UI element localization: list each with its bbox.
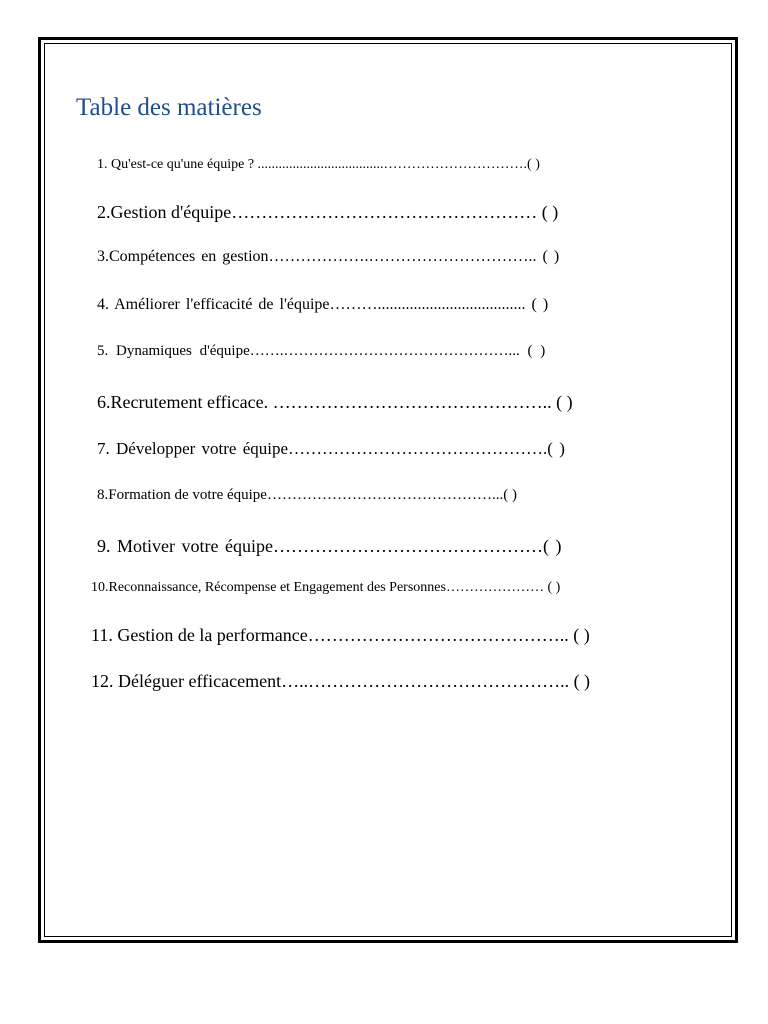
toc-entry-9: 9. Motiver votre équipe………………………………………( ) (97, 536, 562, 556)
toc-entry-6: 6.Recrutement efficace. ……………………………………….. ( ) (97, 392, 573, 412)
toc-entry-8: 8.Formation de votre équipe………………………………………...( ) (97, 487, 517, 503)
toc-entry-10: 10.Reconnaissance, Récompense et Engagement des Personnes………………… ( ) (91, 580, 561, 595)
toc-entry-11: 11. Gestion de la performance…………………………………….. ( ) (91, 625, 590, 645)
toc-entry-2: 2.Gestion d'équipe…………………………………………… ( ) (97, 202, 559, 222)
toc-entry-1: 1. Qu'est-ce qu'une équipe ? ....................................………………………….( ) (97, 157, 540, 172)
toc-title: Table des matières (76, 94, 262, 121)
toc-entry-12: 12. Déléguer efficacement…..…………………………………….. ( ) (91, 671, 591, 691)
toc-entry-3: 3.Compétences en gestion……………….………………………….. ( ) (97, 248, 560, 265)
toc-entry-4: 4. Améliorer l'efficacité de l'équipe………..................................... ( ) (97, 296, 549, 313)
toc-entry-7: 7. Développer votre équipe……………………………………….( ) (97, 439, 565, 458)
toc-entry-5: 5. Dynamiques d'équipe…….………………………………………... ( ) (97, 343, 546, 359)
